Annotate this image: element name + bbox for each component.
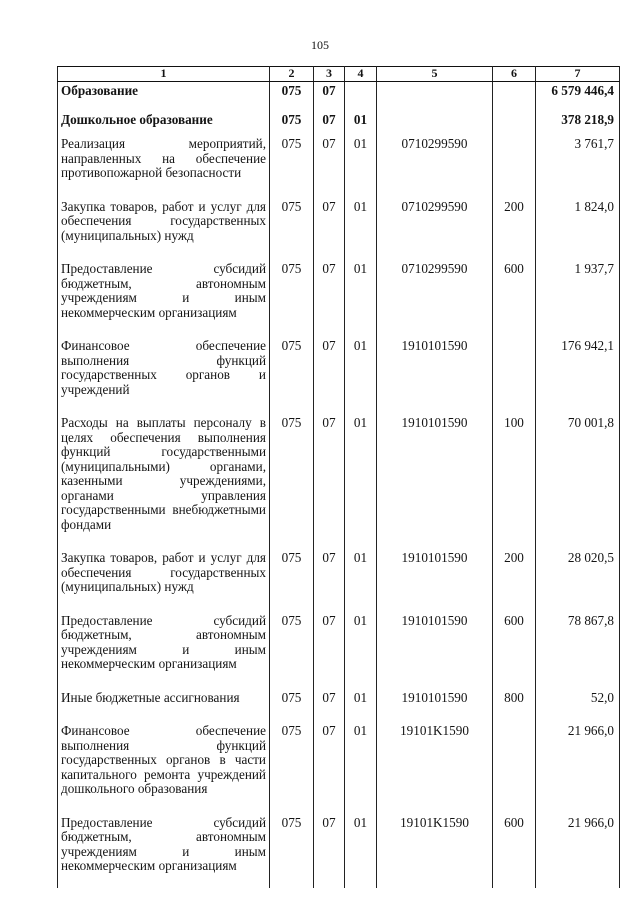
row-subsection: 01 <box>345 200 377 263</box>
row-target-article: 1910101590 <box>377 339 493 416</box>
row-name: Закупка товаров, работ и услуг для обеспечения государственных (муниципальных) нужд <box>58 551 270 614</box>
row-amount: 1 824,0 <box>536 200 620 263</box>
row-amount: 3 761,7 <box>536 137 620 200</box>
row-target-article: 1910101590 <box>377 551 493 614</box>
table-row <box>58 137 620 200</box>
page-number: 105 <box>311 38 329 52</box>
table-header-row <box>58 67 620 82</box>
row-name: Финансовое обеспечение выполнения функций государственных органов в части капитального ремонта учреждений дошкольного образования <box>58 724 270 816</box>
row-target-article <box>377 82 493 113</box>
row-amount: 21 966,0 <box>536 724 620 816</box>
budget-table <box>57 66 620 888</box>
row-section: 07 <box>314 339 345 416</box>
row-section: 07 <box>314 416 345 551</box>
row-target-article: 1910101590 <box>377 691 493 725</box>
row-subsection: 01 <box>345 416 377 551</box>
row-name: Образование <box>58 82 270 113</box>
table-row <box>58 551 620 614</box>
row-subsection: 01 <box>345 262 377 339</box>
row-subsection <box>345 82 377 113</box>
row-section: 07 <box>314 262 345 339</box>
row-glava: 075 <box>270 200 314 263</box>
row-glava: 075 <box>270 551 314 614</box>
row-name: Дошкольное образование <box>58 113 270 138</box>
column-header: 1 <box>58 67 270 82</box>
row-name: Предоставление субсидий бюджетным, автономным учреждениям и иным некоммерческим организациям <box>58 614 270 691</box>
table-row <box>58 691 620 725</box>
column-header: 5 <box>377 67 493 82</box>
row-name: Иные бюджетные ассигнования <box>58 691 270 725</box>
column-header: 3 <box>314 67 345 82</box>
row-section: 07 <box>314 816 345 888</box>
row-section: 07 <box>314 137 345 200</box>
row-expense-type <box>493 339 536 416</box>
row-section: 07 <box>314 113 345 138</box>
row-section: 07 <box>314 82 345 113</box>
row-subsection: 01 <box>345 614 377 691</box>
row-expense-type: 100 <box>493 416 536 551</box>
row-glava: 075 <box>270 339 314 416</box>
table-row <box>58 339 620 416</box>
table-row <box>58 82 620 113</box>
row-name: Предоставление субсидий бюджетным, автономным учреждениям и иным некоммерческим организациям <box>58 816 270 888</box>
row-subsection: 01 <box>345 691 377 725</box>
row-glava: 075 <box>270 614 314 691</box>
row-amount: 21 966,0 <box>536 816 620 888</box>
row-subsection: 01 <box>345 113 377 138</box>
row-expense-type: 800 <box>493 691 536 725</box>
row-name: Предоставление субсидий бюджетным, автономным учреждениям и иным некоммерческим организациям <box>58 262 270 339</box>
row-amount: 176 942,1 <box>536 339 620 416</box>
row-expense-type: 600 <box>493 614 536 691</box>
row-section: 07 <box>314 551 345 614</box>
row-amount: 52,0 <box>536 691 620 725</box>
row-expense-type: 200 <box>493 200 536 263</box>
table-row <box>58 614 620 691</box>
row-expense-type <box>493 724 536 816</box>
row-glava: 075 <box>270 691 314 725</box>
row-expense-type <box>493 82 536 113</box>
row-target-article: 19101K1590 <box>377 724 493 816</box>
column-header: 2 <box>270 67 314 82</box>
row-target-article <box>377 113 493 138</box>
row-target-article: 1910101590 <box>377 614 493 691</box>
row-amount: 70 001,8 <box>536 416 620 551</box>
row-expense-type <box>493 137 536 200</box>
row-glava: 075 <box>270 724 314 816</box>
row-glava: 075 <box>270 262 314 339</box>
row-target-article: 0710299590 <box>377 262 493 339</box>
row-expense-type: 600 <box>493 262 536 339</box>
row-name: Закупка товаров, работ и услуг для обеспечения государственных (муниципальных) нужд <box>58 200 270 263</box>
row-expense-type <box>493 113 536 138</box>
row-expense-type: 200 <box>493 551 536 614</box>
column-header: 4 <box>345 67 377 82</box>
table-row <box>58 113 620 138</box>
row-glava: 075 <box>270 416 314 551</box>
row-section: 07 <box>314 724 345 816</box>
table-row <box>58 416 620 551</box>
column-header: 6 <box>493 67 536 82</box>
row-target-article: 1910101590 <box>377 416 493 551</box>
row-target-article: 19101K1590 <box>377 816 493 888</box>
table-body <box>58 82 620 888</box>
table-row <box>58 816 620 888</box>
table-row <box>58 200 620 263</box>
row-subsection: 01 <box>345 724 377 816</box>
row-amount: 6 579 446,4 <box>536 82 620 113</box>
column-header: 7 <box>536 67 620 82</box>
row-subsection: 01 <box>345 137 377 200</box>
row-glava: 075 <box>270 82 314 113</box>
row-name: Расходы на выплаты персоналу в целях обеспечения выполнения функций государственными (муниципальными) органами, казенными учреждениями, органами управления государственными внебюджетными фондами <box>58 416 270 551</box>
row-amount: 78 867,8 <box>536 614 620 691</box>
row-glava: 075 <box>270 816 314 888</box>
row-glava: 075 <box>270 113 314 138</box>
row-section: 07 <box>314 614 345 691</box>
row-subsection: 01 <box>345 551 377 614</box>
row-glava: 075 <box>270 137 314 200</box>
row-section: 07 <box>314 691 345 725</box>
row-subsection: 01 <box>345 339 377 416</box>
row-subsection: 01 <box>345 816 377 888</box>
row-target-article: 0710299590 <box>377 200 493 263</box>
table-row <box>58 724 620 816</box>
row-section: 07 <box>314 200 345 263</box>
row-target-article: 0710299590 <box>377 137 493 200</box>
row-name: Финансовое обеспечение выполнения функций государственных органов и учреждений <box>58 339 270 416</box>
row-amount: 378 218,9 <box>536 113 620 138</box>
row-name: Реализация мероприятий, направленных на обеспечение противопожарной безопасности <box>58 137 270 200</box>
row-amount: 28 020,5 <box>536 551 620 614</box>
table-row <box>58 262 620 339</box>
row-amount: 1 937,7 <box>536 262 620 339</box>
row-expense-type: 600 <box>493 816 536 888</box>
